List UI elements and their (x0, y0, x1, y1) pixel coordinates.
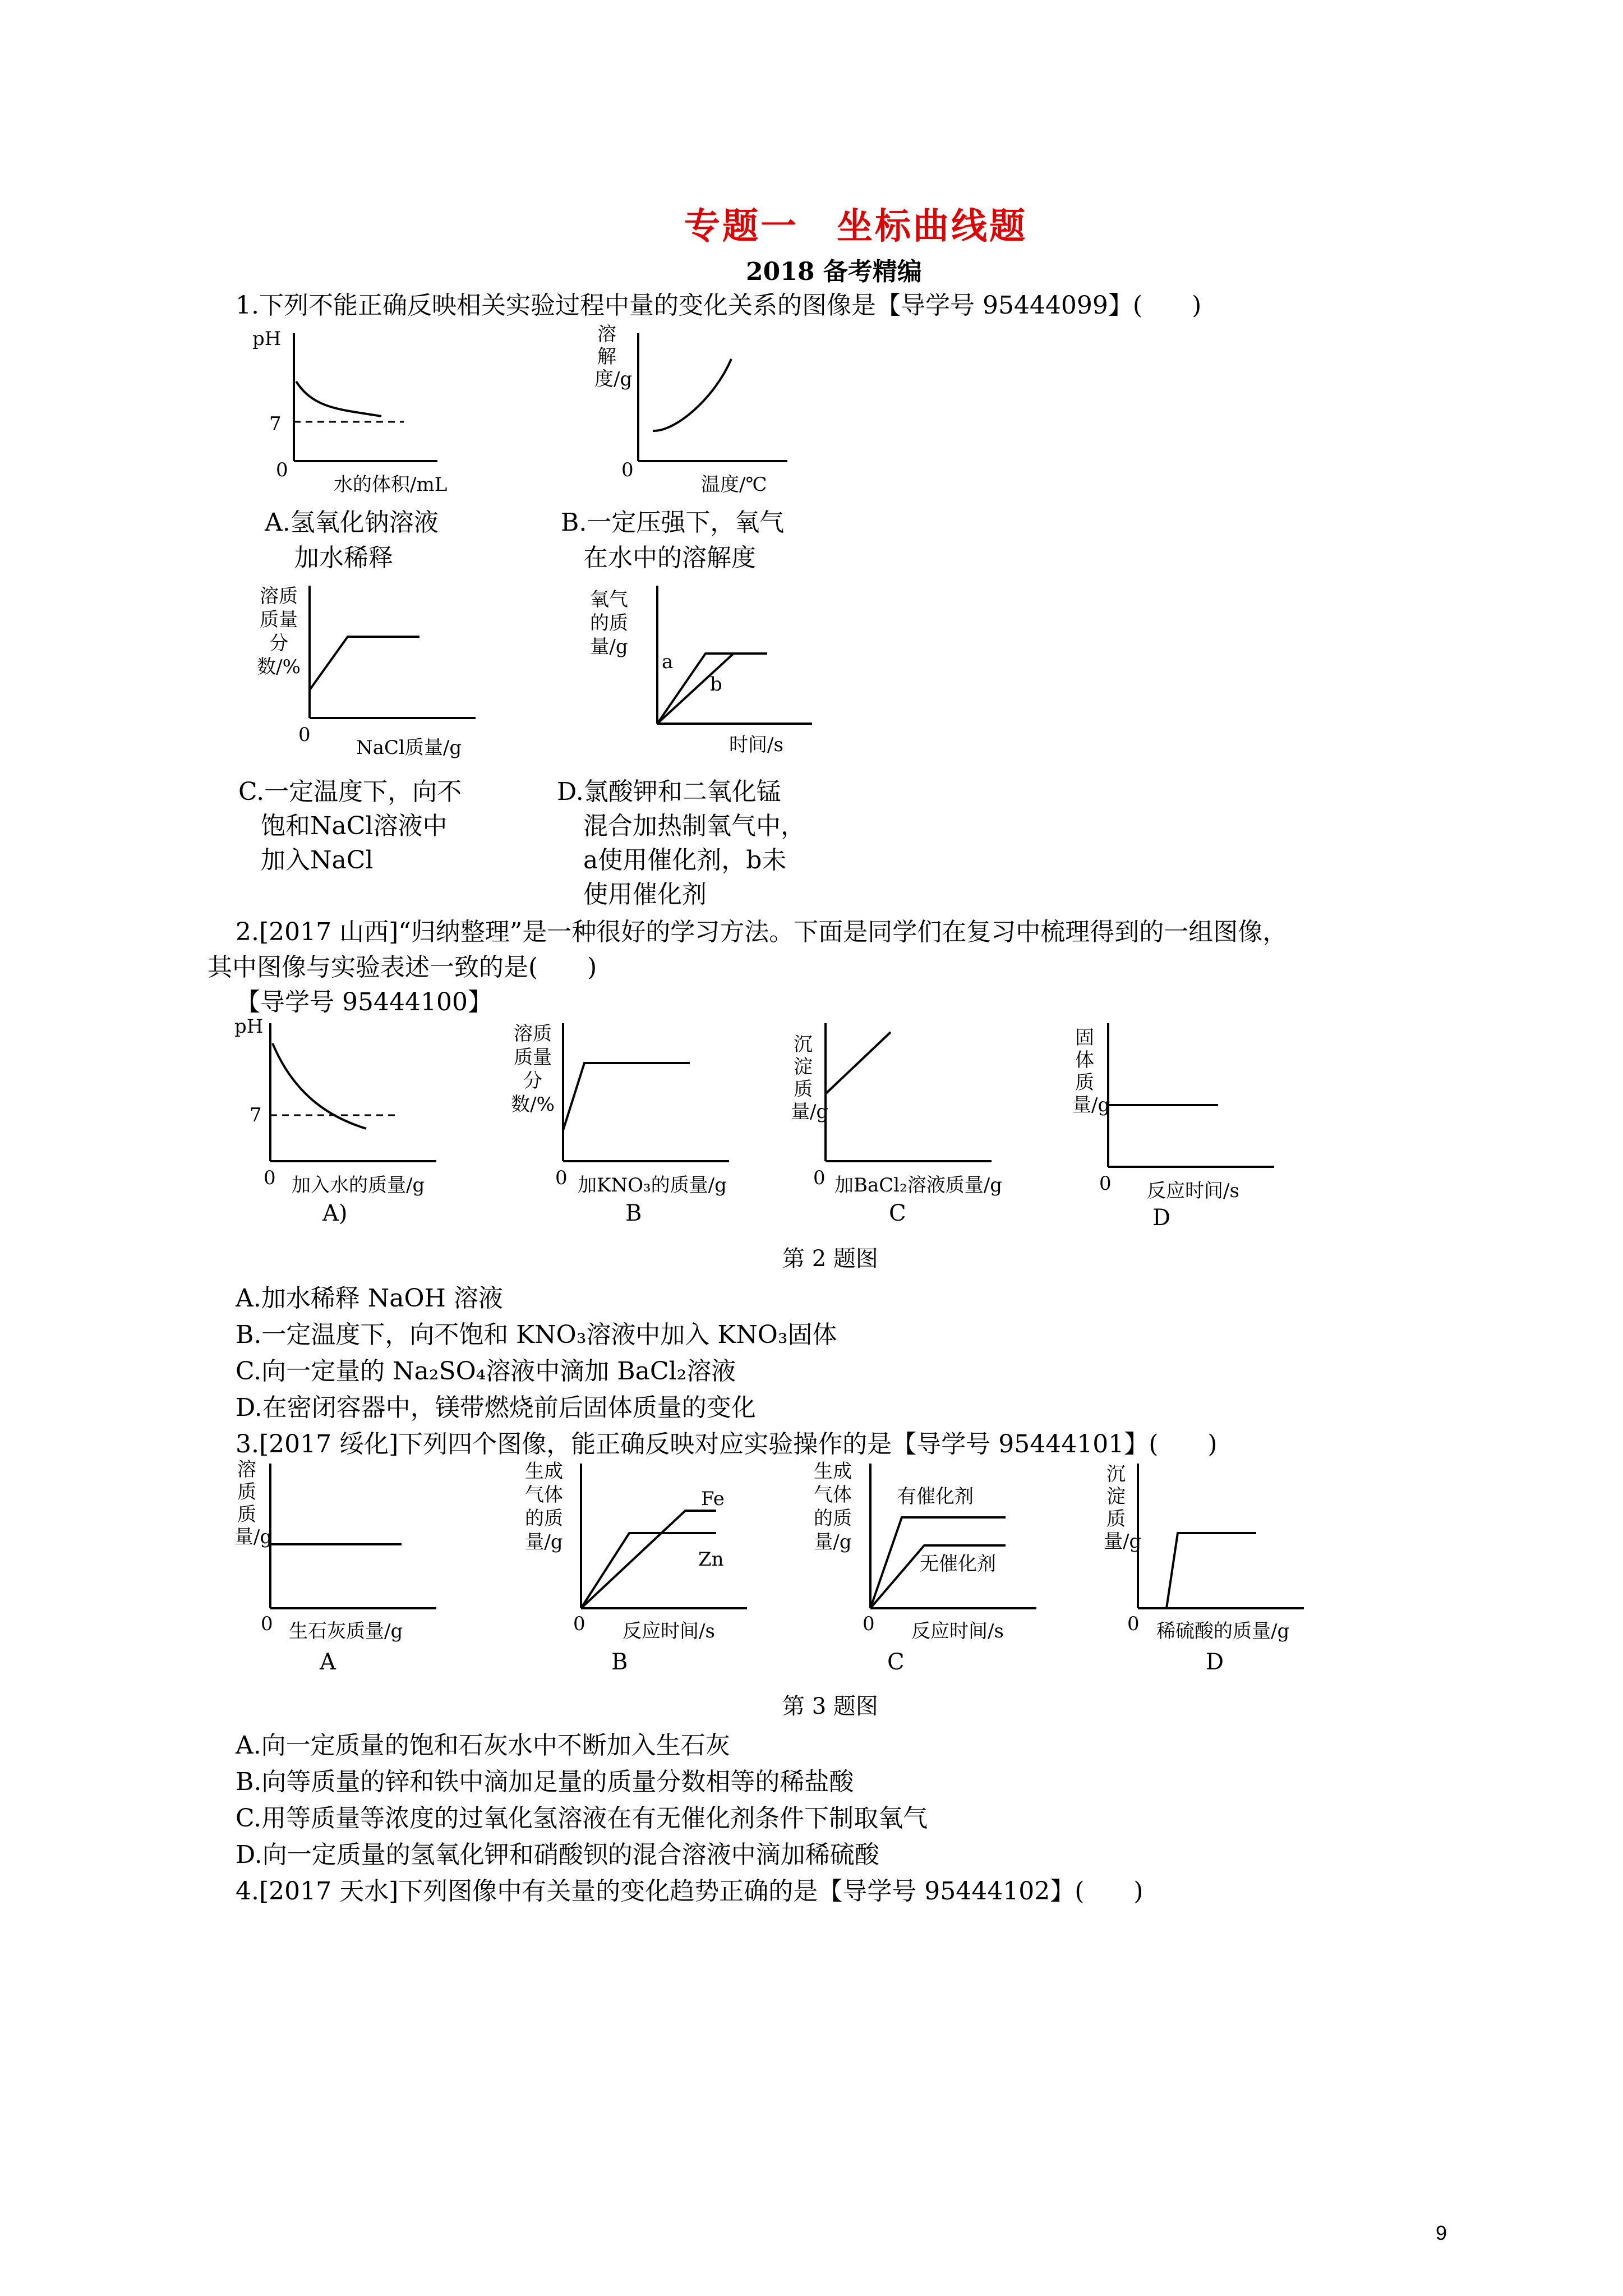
curve-b-label: b (710, 673, 722, 696)
x-axis-label: 加入水的质量/g (292, 1174, 425, 1197)
y-axis-label: 生成气体的质量/g (814, 1460, 852, 1553)
figure-letter: C (887, 1649, 905, 1675)
x-axis-label: 加KNO₃的质量/g (578, 1174, 727, 1197)
origin-label: 0 (573, 1613, 585, 1635)
y-axis-label: pH (252, 328, 282, 350)
q3-option-b: B.向等质量的锌和铁中滴加足量的质量分数相等的稀盐酸 (236, 1768, 854, 1796)
y-axis-label: pH (234, 1015, 264, 1038)
caption-line2: 加水稀释 (294, 544, 393, 572)
tick-7: 7 (250, 1104, 262, 1126)
q2-a-plot (268, 1021, 448, 1172)
origin-label: 0 (863, 1613, 875, 1635)
caption-line1: B.一定压强下，氧气 (561, 508, 785, 537)
q3-a-plot (268, 1461, 448, 1618)
question-2-stem-line2: 其中图像与实验表述一致的是( ) (208, 953, 597, 982)
curve-a-label: a (662, 651, 674, 673)
question-4-stem: 4.[2017 天水]下列图像中有关量的变化趋势正确的是【导学号 95444102】( ) (236, 1877, 1144, 1906)
q2-d-plot (1106, 1021, 1291, 1172)
origin-label: 0 (298, 724, 311, 746)
tick-7: 7 (269, 413, 282, 435)
origin-label: 0 (264, 1167, 276, 1189)
q1-b-plot (636, 331, 804, 477)
question-1-stem: 1.下列不能正确反映相关实验过程中量的变化关系的图像是【导学号 95444099】( ) (236, 291, 1202, 320)
question-2-stem-line1: 2.[2017 山西]“归纳整理”是一种很好的学习方法。下面是同学们在复习中梳理得到的一组图像， (236, 918, 1288, 946)
x-axis-label: 反应时间/s (623, 1620, 715, 1642)
q1-c-plot (307, 583, 487, 729)
page-subtitle: 2018 备考精编 (746, 257, 922, 286)
figure-letter: A (320, 1649, 336, 1675)
x-axis-label: 加BaCl₂溶液质量/g (834, 1174, 1002, 1197)
origin-label: 0 (555, 1167, 568, 1189)
figure-letter: B (625, 1200, 642, 1226)
x-axis-label: 温度/℃ (701, 473, 767, 496)
x-axis-label: NaCl质量/g (356, 737, 462, 759)
caption-line1: D.氯酸钾和二氧化锰 (557, 777, 781, 806)
y-axis-label: 生成气体的质量/g (525, 1460, 563, 1553)
x-axis-label: 水的体积/mL (334, 473, 448, 496)
q1-a-plot (292, 331, 460, 477)
origin-label: 0 (276, 459, 288, 481)
q1-d-plot (655, 583, 834, 729)
q3-option-d: D.向一定质量的氢氧化钾和硝酸钡的混合溶液中滴加稀硫酸 (236, 1841, 879, 1869)
caption-line3: 加入NaCl (261, 846, 374, 875)
y-axis-label: 溶质质量分数/% (257, 585, 301, 678)
origin-label: 0 (1099, 1172, 1112, 1195)
q3-option-a: A.向一定质量的饱和石灰水中不断加入生石灰 (236, 1731, 730, 1760)
caption-line2: 在水中的溶解度 (583, 544, 756, 572)
no-catalyst-label: 无催化剂 (920, 1553, 996, 1575)
figure-letter: B (611, 1649, 628, 1675)
page-title: 专题一 坐标曲线题 (684, 205, 1027, 247)
y-axis-label: 溶质质量/g (234, 1458, 273, 1548)
y-axis-label: 沉淀质量/g (791, 1033, 829, 1123)
q3-d-plot (1136, 1461, 1321, 1618)
figure-letter: D (1206, 1649, 1224, 1675)
q2-option-d: D.在密闭容器中，镁带燃烧前后固体质量的变化 (236, 1393, 756, 1422)
x-axis-label: 时间/s (729, 734, 783, 756)
q2-option-a: A.加水稀释 NaOH 溶液 (236, 1284, 503, 1313)
origin-label: 0 (261, 1613, 273, 1635)
question-3-stem: 3.[2017 绥化]下列四个图像，能正确反映对应实验操作的是【导学号 95444101】( ) (236, 1430, 1218, 1458)
figure-letter: C (889, 1200, 906, 1226)
figure-caption-q2: 第 2 题图 (782, 1246, 878, 1272)
y-axis-label: 溶质质量分数/% (511, 1023, 555, 1116)
caption-line2: 饱和NaCl溶液中 (261, 812, 448, 840)
q2-option-c: C.向一定量的 Na₂SO₄溶液中滴加 BaCl₂溶液 (236, 1357, 736, 1386)
y-axis-label: 固体质量/g (1072, 1027, 1110, 1116)
figure-caption-q3: 第 3 题图 (782, 1694, 878, 1719)
y-axis-label: 沉淀质量/g (1104, 1463, 1142, 1553)
page-number: 9 (1436, 2221, 1447, 2244)
origin-label: 0 (813, 1167, 826, 1189)
fe-label: Fe (701, 1488, 725, 1510)
figure-letter: A) (322, 1200, 348, 1226)
q3-option-c: C.用等质量等浓度的过氧化氢溶液在有无催化剂条件下制取氧气 (236, 1804, 928, 1833)
x-axis-label: 生石灰质量/g (289, 1620, 403, 1642)
q3-b-plot (579, 1461, 764, 1618)
caption-line1: C.一定温度下，向不 (238, 777, 462, 806)
caption-line4: 使用催化剂 (583, 880, 707, 909)
origin-label: 0 (1127, 1613, 1140, 1635)
q2-c-plot (823, 1021, 1008, 1172)
origin-label: 0 (621, 459, 634, 481)
x-axis-label: 反应时间/s (911, 1620, 1004, 1642)
caption-line1: A.氢氧化钠溶液 (265, 508, 439, 537)
y-axis-label: 氧气的质量/g (590, 588, 628, 658)
zn-label: Zn (698, 1548, 724, 1571)
x-axis-label: 反应时间/s (1147, 1180, 1239, 1202)
caption-line3: a使用催化剂，b未 (583, 846, 787, 875)
x-axis-label: 稀硫酸的质量/g (1156, 1620, 1290, 1642)
q2-option-b: B.一定温度下，向不饱和 KNO₃溶液中加入 KNO₃固体 (236, 1320, 837, 1349)
caption-line2: 混合加热制氧气中， (583, 812, 805, 840)
y-axis-label: 溶解度/g (594, 323, 633, 390)
q2-b-plot (561, 1021, 746, 1172)
catalyst-label: 有催化剂 (897, 1485, 974, 1508)
question-2-stem-line3: 【导学号 95444100】 (236, 988, 492, 1016)
figure-letter: D (1152, 1205, 1171, 1231)
